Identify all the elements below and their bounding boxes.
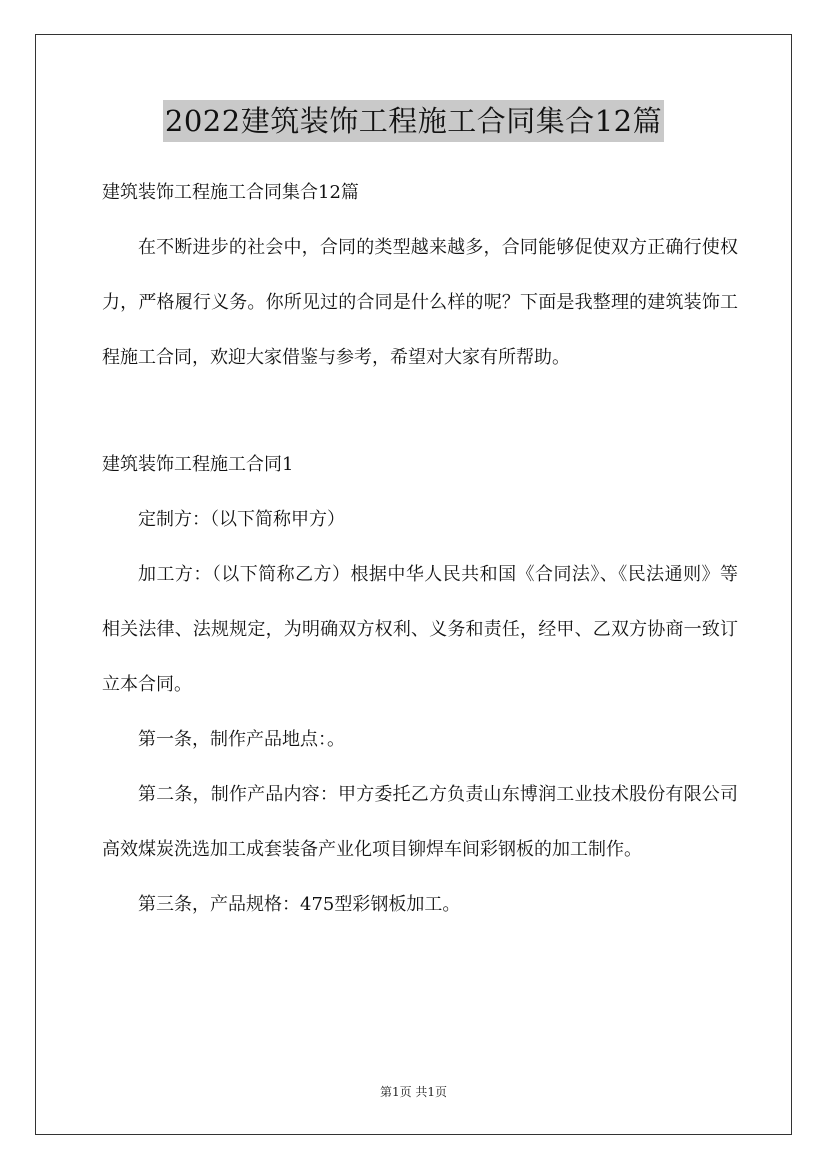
intro-paragraph: 在不断进步的社会中，合同的类型越来越多，合同能够促使双方正确行使权力，严格履行义务。你所见过的合同是什么样的呢？下面是我整理的建筑装饰工程施工合同，欢迎大家借鉴与参考，希望对大家有所帮助。 — [102, 237, 738, 368]
section-heading: 建筑装饰工程施工合同1 — [102, 454, 294, 475]
document-title: 2022建筑装饰工程施工合同集合12篇 — [163, 100, 664, 142]
subtitle: 建筑装饰工程施工合同集合12篇 — [102, 182, 359, 203]
paragraph-article-1: 第一条，制作产品地点：。 — [138, 729, 345, 750]
paragraph-article-2: 第二条，制作产品内容：甲方委托乙方负责山东博润工业技术股份有限公司高效煤炭洗选加工成套装备产业化项目铆焊车间彩钢板的加工制作。 — [102, 784, 738, 860]
title-container — [0, 100, 827, 142]
document-body — [102, 165, 738, 932]
page-footer: 第1页 共1页 — [379, 1085, 448, 1099]
paragraph-customer: 定制方：（以下简称甲方） — [138, 509, 345, 530]
section-gap — [102, 385, 738, 437]
paragraph-article-3: 第三条，产品规格：475型彩钢板加工。 — [138, 894, 461, 915]
paragraph-processor: 加工方：（以下简称乙方）根据中华人民共和国《合同法》、《民法通则》等相关法律、法规规定，为明确双方权利、义务和责任，经甲、乙双方协商一致订立本合同。 — [102, 564, 738, 695]
